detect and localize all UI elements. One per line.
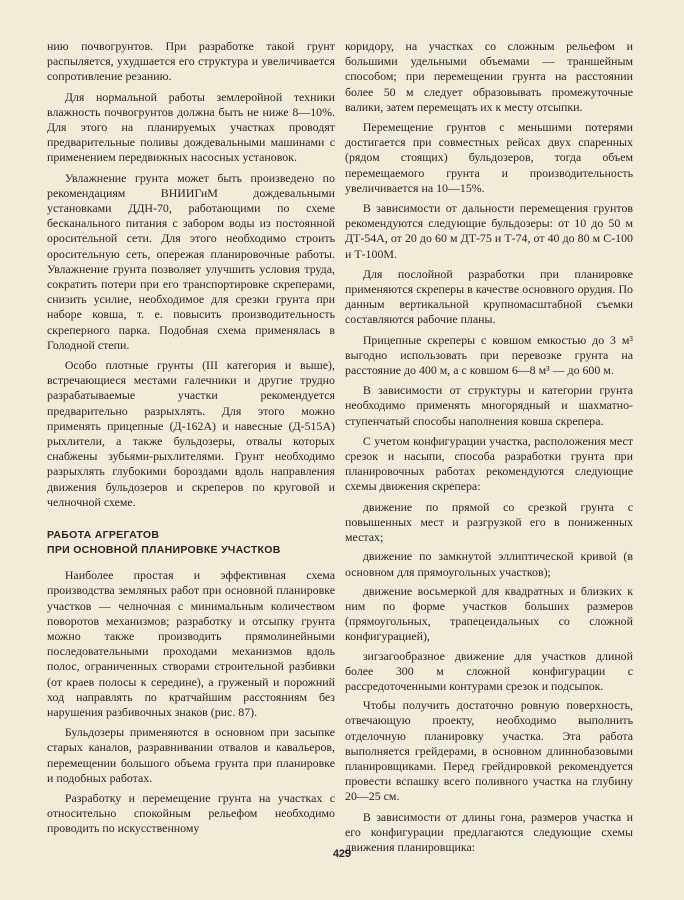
paragraph: Особо плотные грунты (III категория и выше), встречающиеся местами галечники и другие трудно разрабатываемые участки рекомендуется предварительно разрыхлять. Для этого можно применять прицепные (Д-162А) и навесные (Д-515А) рыхлители, а также бульдозеры, отвалы которых снабжены зубьями-рыхлителями. Грунт необходимо разрыхлять глубокими бороздами вдоль направления движения бульдозеров и скреперов по круговой и челночной схеме. — [47, 358, 335, 509]
paragraph: С учетом конфигурации участка, расположения мест срезок и насыпи, способа разработки грунта при планировочных работах рекомендуются следующие схемы движения скрепера: — [345, 433, 633, 494]
paragraph: Для нормальной работы землеройной техники влажность почвогрунтов должна быть не ниже 8—10%. Для этого на планируемых участках проводят предварительные поливы дождевальными машинами с применением передвижных насосных установок. — [47, 89, 335, 165]
paragraph: В зависимости от структуры и категории грунта необходимо применять многорядный и шахматно-ступенчатый способы наполнения ковша скрепера. — [345, 383, 633, 428]
section-heading-line-1: РАБОТА АГРЕГАТОВ — [47, 529, 160, 542]
paragraph: Для послойной разработки при планировке применяются скреперы в качестве основного орудия. По данным вертикальной крупномасштабной съемки составляются рабочие планы. — [345, 266, 633, 327]
list-item: движение по замкнутой эллиптической кривой (в основном для прямоугольных участков); — [345, 549, 633, 579]
list-item: зигзагообразное движение для участков длиной более 300 м сложной конфигурации с рассредоточенными контурами срезок и подсыпок. — [345, 648, 633, 693]
paragraph: Перемещение грунтов с меньшими потерями достигается при совместных рейсах двух спаренных (рядом стоящих) бульдозеров, тогда объем перемещаемого грунта и производительность увеличивается на 10—15%. — [345, 120, 633, 195]
paragraph: Наиболее простая и эффективная схема производства земляных работ при основной планировке участков — челночная с минимальным количеством поворотов механизмов; разработку и отсыпку грунта можно также производить прямолинейными последовательными проходами механизмов вдоль полос, ограниченных створами строительной разбивки (от краев полосы к середине), а груженый и порожний ход направлять по кратчайшим расстояниям без нарушения разбивочных знаков (рис. 87). — [47, 568, 335, 719]
right-column — [345, 39, 633, 860]
section-heading — [47, 528, 335, 558]
paragraph: Чтобы получить достаточно ровную поверхность, отвечающую проекту, необходимо выполнить отделочную планировку участка. Эта работа выполняется грейдерами, в основном длиннобазовыми планировщиками. Перед грейдировкой рекомендуется провести вспашку всего поливного участка на глубину 20—25 см. — [345, 698, 633, 804]
paragraph: В зависимости от дальности перемещения грунтов рекомендуются следующие бульдозеры: от 10 до 50 м ДТ-54А, от 20 до 60 м ДТ-75 и Т-74, от 40 до 80 м С-100 и Т-100М. — [345, 201, 633, 261]
page-number: 429 — [332, 848, 352, 860]
paragraph: нию почвогрунтов. При разработке такой грунт распыляется, ухудшается его структура и увеличивается сопротивление резанию. — [47, 39, 335, 84]
list-item: движение восьмеркой для квадратных и близких к ним по форме участков больших размеров (прямоугольных, трапецеидальных со сложной конфигурацией), — [345, 583, 633, 644]
paragraph: Увлажнение грунта может быть произведено по рекомендациям ВНИИГиМ дождевальными установками ДДН-70, работающими по схеме бесканального питания с забором воды из постоянной оросительной сети. Для этого необходимо строить оросительную сеть, опережая планировочные работы. Увлажнение грунта позволяет улучшить условия труда, сократить потери при его транспортировке скреперами, снизить усилие, необходимое для срезки грунта при наборе ковша, т. е. повысить производительность скреперного парка. Подобная схема применялась в Голодной степи. — [47, 170, 335, 352]
list-item: движение по прямой со срезкой грунта с повышенных мест и разгрузкой его в пониженных местах; — [345, 499, 633, 545]
paragraph: В зависимости от длины гона, размеров участка и его конфигурации предлагаются следующие схемы движения планировщика: — [345, 809, 633, 854]
left-column — [47, 39, 335, 842]
paragraph: Разработку и перемещение грунта на участках с относительно спокойным рельефом необходимо проводить по искусственному — [47, 790, 335, 836]
paragraph: Бульдозеры применяются в основном при засыпке старых каналов, разравнивании отвалов и кавальеров, перемещении большого объема грунта при планировке и подобных работах. — [47, 725, 335, 785]
section-heading-line-2: ПРИ ОСНОВНОЙ ПЛАНИРОВКЕ УЧАСТКОВ — [47, 544, 281, 557]
paragraph: коридору, на участках со сложным рельефом и большими удельными объемами — траншейным способом; при перемещении грунта на расстоянии более 50 м следует образовывать промежуточные валики, затем перемещать их к месту отсыпки. — [345, 39, 633, 114]
paragraph: Прицепные скреперы с ковшом емкостью до 3 м³ выгодно использовать при перевозке грунта на расстояние до 400 м, а с ковшом 6—8 м³ — до 600 м. — [345, 332, 633, 378]
